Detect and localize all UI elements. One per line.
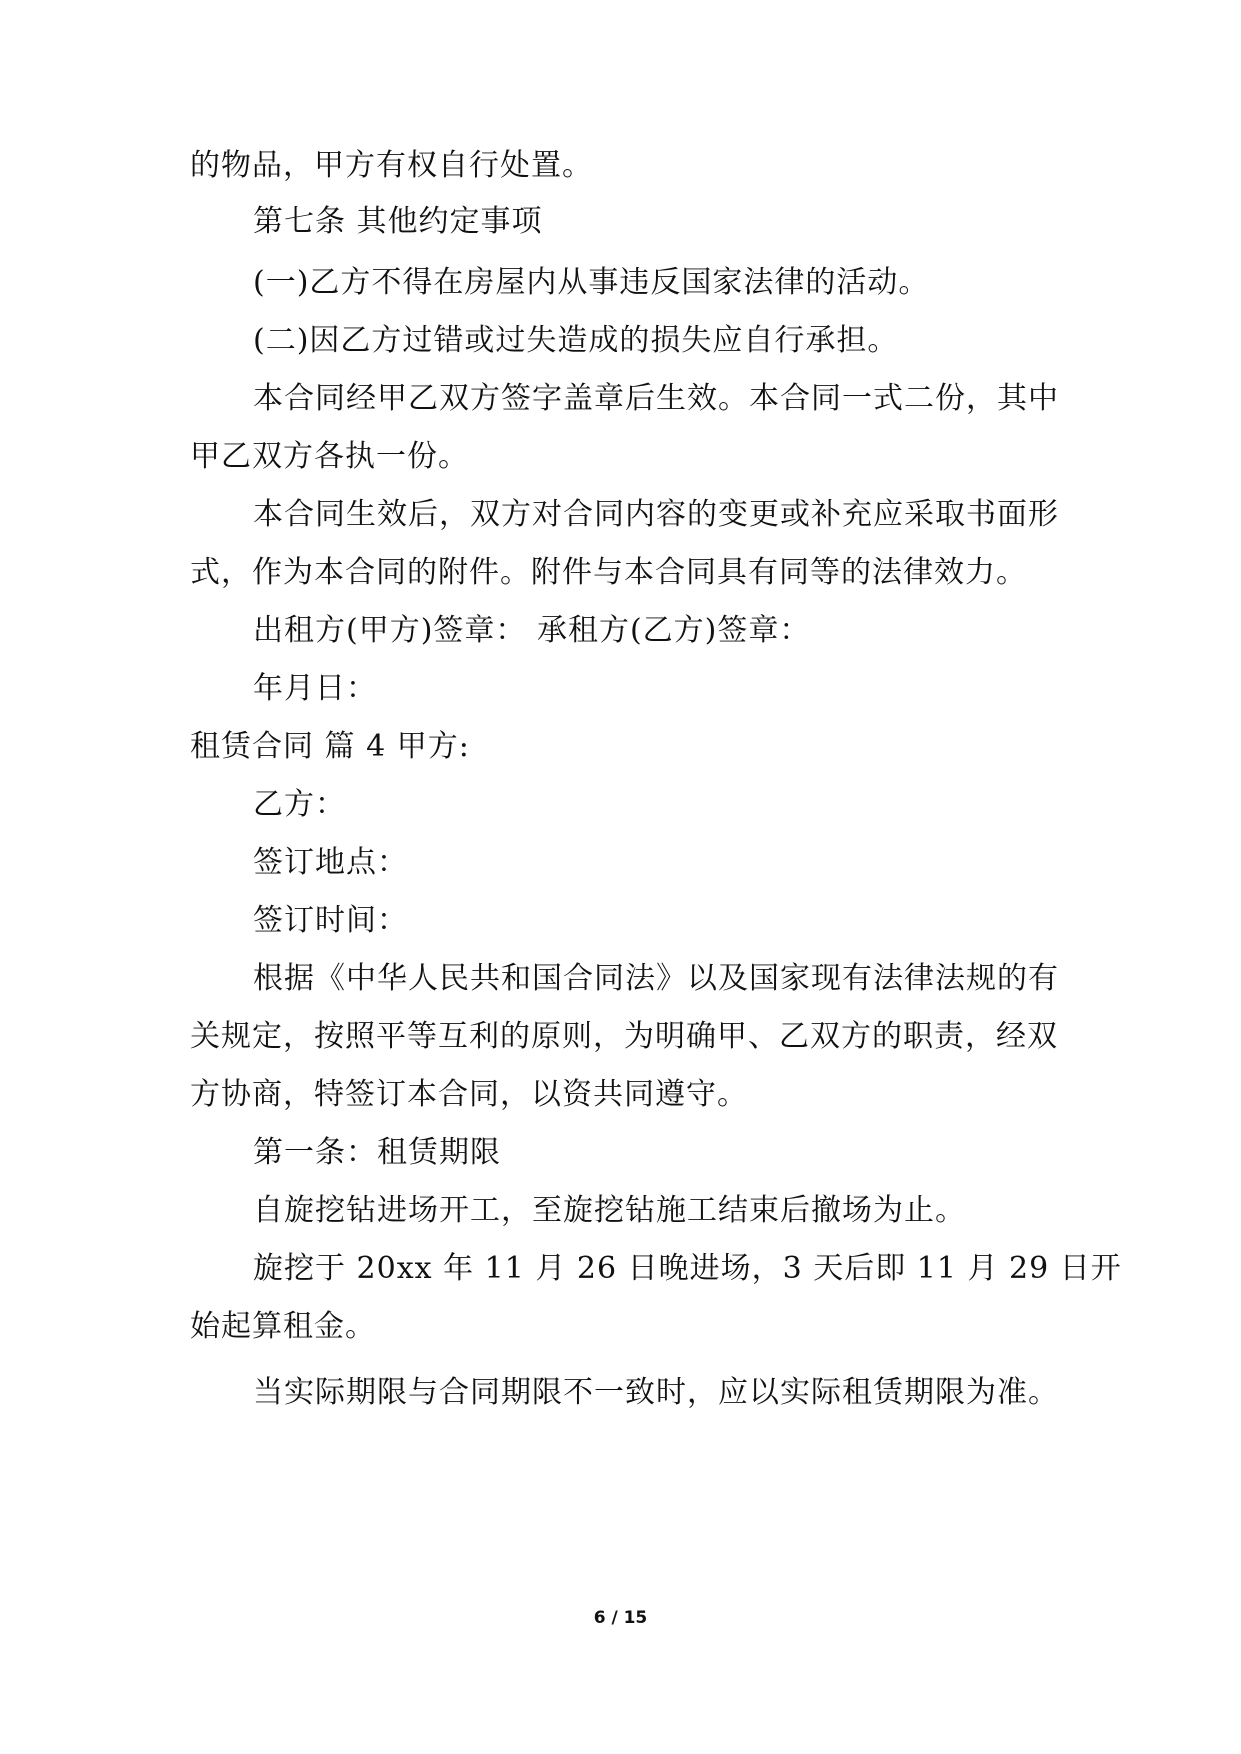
text-line: (一)乙方不得在房屋内从事违反国家法律的活动。	[253, 265, 930, 300]
text-line: 关规定，按照平等互利的原则，为明确甲、乙双方的职责，经双	[190, 1019, 1058, 1054]
text-line: (二)因乙方过错或过失造成的损失应自行承担。	[253, 323, 899, 358]
text-line: 式，作为本合同的附件。附件与本合同具有同等的法律效力。	[190, 555, 1027, 590]
section-heading: 第一条：租赁期限	[253, 1135, 501, 1170]
text-line: 根据《中华人民共和国合同法》以及国家现有法律法规的有	[253, 961, 1059, 996]
text-line: 自旋挖钻进场开工，至旋挖钻施工结束后撤场为止。	[253, 1193, 966, 1228]
contract-title: 租赁合同 篇 4 甲方:	[190, 729, 470, 764]
party-b-line: 乙方：	[253, 787, 346, 822]
text-line: 始起算租金。	[190, 1309, 376, 1344]
signing-place-line: 签订地点：	[253, 845, 408, 880]
date-line: 年月日：	[253, 671, 377, 706]
signature-line: 出租方(甲方)签章： 承租方(乙方)签章：	[253, 613, 811, 648]
text-line: 当实际期限与合同期限不一致时，应以实际租赁期限为准。	[253, 1375, 1059, 1410]
text-line: 本合同经甲乙双方签字盖章后生效。本合同一式二份，其中	[253, 381, 1059, 416]
section-heading: 第七条 其他约定事项	[253, 204, 543, 239]
page-number: 6 / 15	[593, 1608, 648, 1628]
text-line: 本合同生效后，双方对合同内容的变更或补充应采取书面形	[253, 497, 1059, 532]
text-line: 甲乙双方各执一份。	[190, 439, 469, 474]
text-line: 方协商，特签订本合同，以资共同遵守。	[190, 1077, 748, 1112]
text-line: 旋挖于 20xx 年 11 月 26 日晚进场，3 天后即 11 月 29 日开	[253, 1251, 1122, 1286]
signing-time-line: 签订时间：	[253, 903, 408, 938]
text-line: 的物品，甲方有权自行处置。	[190, 148, 593, 183]
